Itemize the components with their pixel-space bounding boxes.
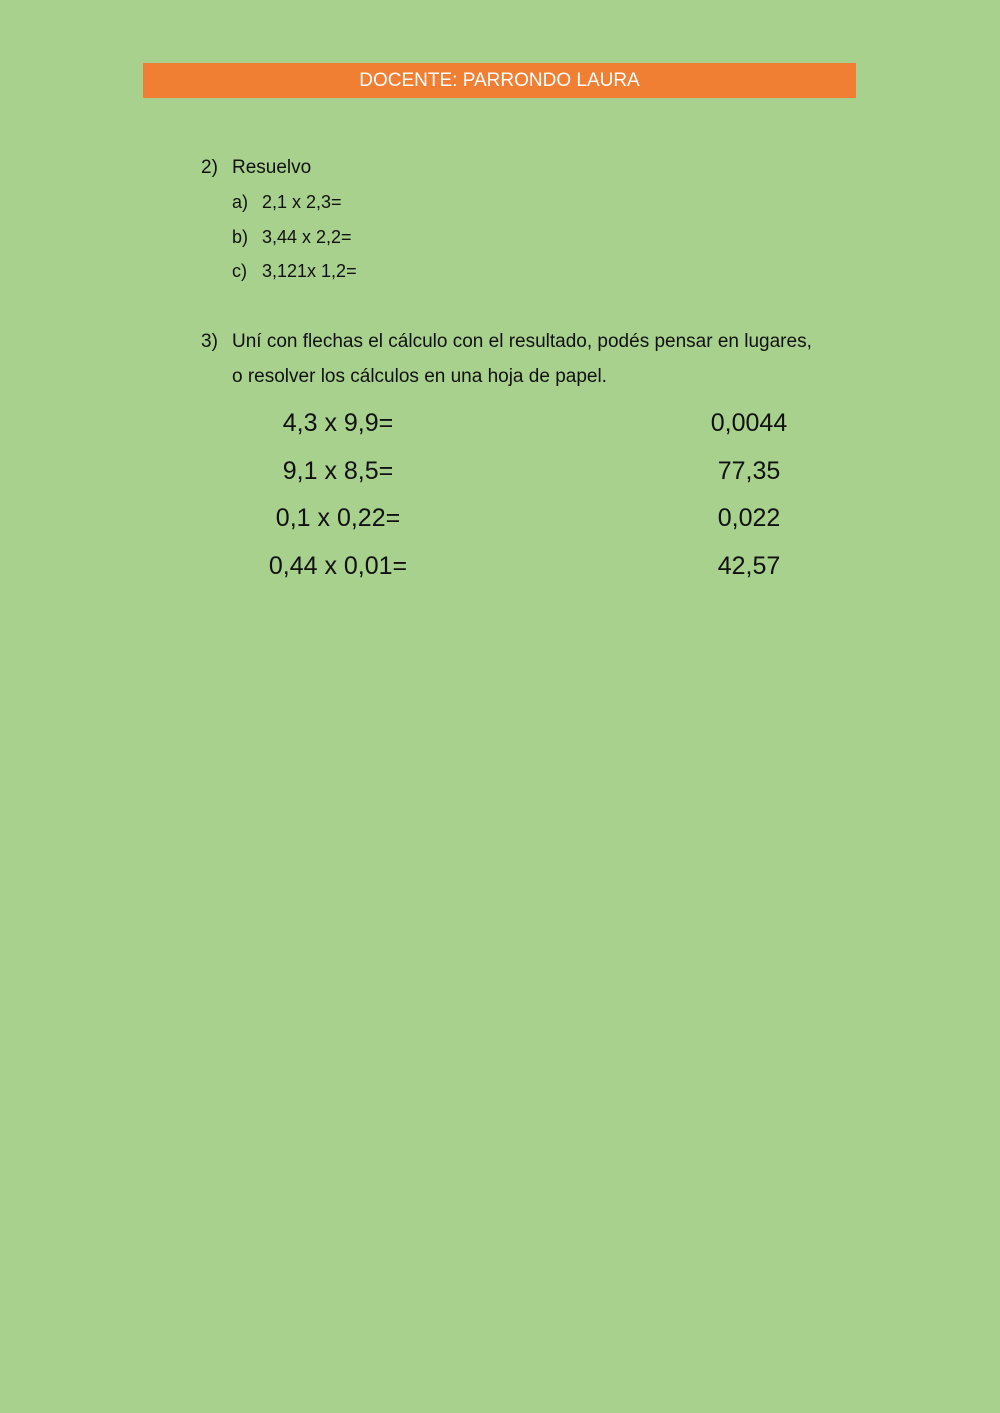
match-row: [0, 548, 1000, 596]
result[interactable]: 42,57: [717, 552, 781, 581]
question-2-heading: [201, 150, 861, 185]
question-number: 3): [201, 331, 218, 352]
item-letter: c): [232, 261, 247, 281]
match-row: [0, 500, 1000, 548]
match-row: [0, 453, 1000, 501]
item-letter: a): [232, 192, 249, 212]
calculation[interactable]: 9,1 x 8,5=: [282, 456, 394, 485]
question-2: [201, 150, 861, 289]
result[interactable]: 0,0044: [710, 409, 788, 437]
result[interactable]: 0,022: [717, 504, 781, 533]
question-3-continuation: [201, 359, 861, 394]
matching-table: [0, 405, 1000, 596]
exercise-item: [232, 254, 861, 289]
teacher-name: DOCENTE: PARRONDO LAURA: [359, 69, 640, 91]
result[interactable]: 77,35: [717, 456, 781, 485]
question-number: 2): [201, 157, 218, 178]
item-expression: 2,1 x 2,3=: [262, 192, 342, 212]
match-row: [0, 405, 1000, 453]
question-instruction-line-1: Uní con flechas el cálculo con el resultado, podés pensar en lugares,: [232, 331, 812, 352]
header-banner: [143, 63, 856, 98]
calculation[interactable]: 0,44 x 0,01=: [268, 552, 408, 581]
question-instruction-line-2: o resolver los cálculos en una hoja de papel.: [232, 366, 607, 387]
calculation[interactable]: 4,3 x 9,9=: [282, 409, 394, 437]
question-3: [201, 324, 861, 394]
item-letter: b): [232, 226, 249, 247]
item-expression: 3,121x 1,2=: [262, 261, 357, 281]
exercise-item: [232, 220, 861, 255]
question-3-heading: [201, 324, 861, 359]
exercise-item: [232, 185, 861, 220]
calculation[interactable]: 0,1 x 0,22=: [275, 504, 401, 533]
question-title: Resuelvo: [232, 157, 312, 178]
item-expression: 3,44 x 2,2=: [262, 226, 352, 247]
